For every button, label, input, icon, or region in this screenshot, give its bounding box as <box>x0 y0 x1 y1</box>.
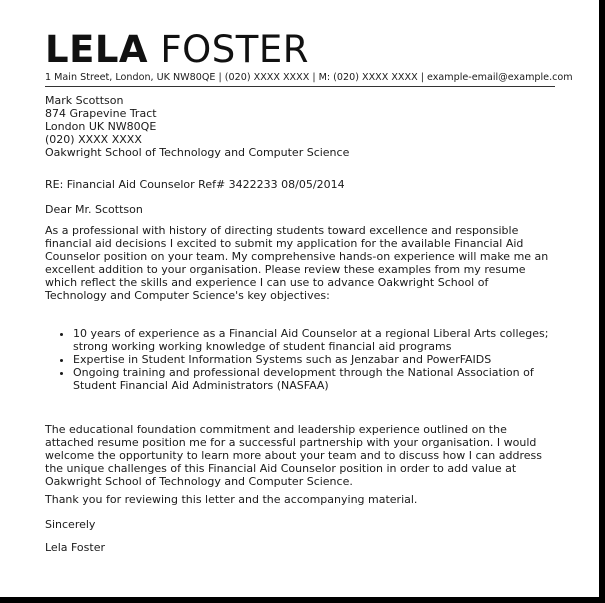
sender-name <box>45 30 309 70</box>
recipient-phone: (020) XXXX XXXX <box>45 133 142 146</box>
list-item: • Ongoing training and professional development through the National Association of Student Financial Aid Administrators (NASFAA) <box>73 366 553 392</box>
closing: Sincerely <box>45 518 96 531</box>
sender-first-name: LELA <box>45 28 149 71</box>
list-item: • Expertise in Student Information Systems such as Jenzabar and PowerFAIDS <box>73 353 553 366</box>
list-item: • 10 years of experience as a Financial Aid Counselor at a regional Liberal Arts colleges; strong working working knowledge of student financial aid programs <box>73 327 553 353</box>
reference-line: RE: Financial Aid Counselor Ref# 3422233 08/05/2014 <box>45 178 345 191</box>
qualifications-list <box>45 327 553 392</box>
thanks-line: Thank you for reviewing this letter and the accompanying material. <box>45 493 418 506</box>
salutation: Dear Mr. Scottson <box>45 203 143 216</box>
recipient-city: London UK NW80QE <box>45 120 157 133</box>
recipient-street: 874 Grapevine Tract <box>45 107 157 120</box>
signature-name: Lela Foster <box>45 541 105 554</box>
recipient-address <box>45 94 349 159</box>
recipient-organisation: Oakwright School of Technology and Computer Science <box>45 146 350 159</box>
recipient-name: Mark Scottson <box>45 94 124 107</box>
sender-contact-line: 1 Main Street, London, UK NW80QE | (020) XXXX XXXX | M: (020) XXXX XXXX | example-email@example.com <box>45 72 573 83</box>
intro-paragraph: As a professional with history of directing students toward excellence and responsible financial aid decisions I excited to submit my application for the available Financial Aid Counselor position on your team. My comprehensive hands-on experience will make me an excellent addition to your organisation. Please review these examples from my resume which reflect the skills and experience I can use to advance Oakwright School of Technology and Computer Science's key objectives: <box>45 224 549 302</box>
header-divider <box>45 86 555 87</box>
sender-last-name: FOSTER <box>160 28 309 71</box>
body-paragraph: The educational foundation commitment and leadership experience outlined on the attached resume position me for a successful partnership with your organisation. I would welcome the opportunity to learn more about your team and to discuss how I can address the unique challenges of this Financial Aid Counselor position in order to add value at Oakwright School of Technology and Computer Science. <box>45 423 542 488</box>
